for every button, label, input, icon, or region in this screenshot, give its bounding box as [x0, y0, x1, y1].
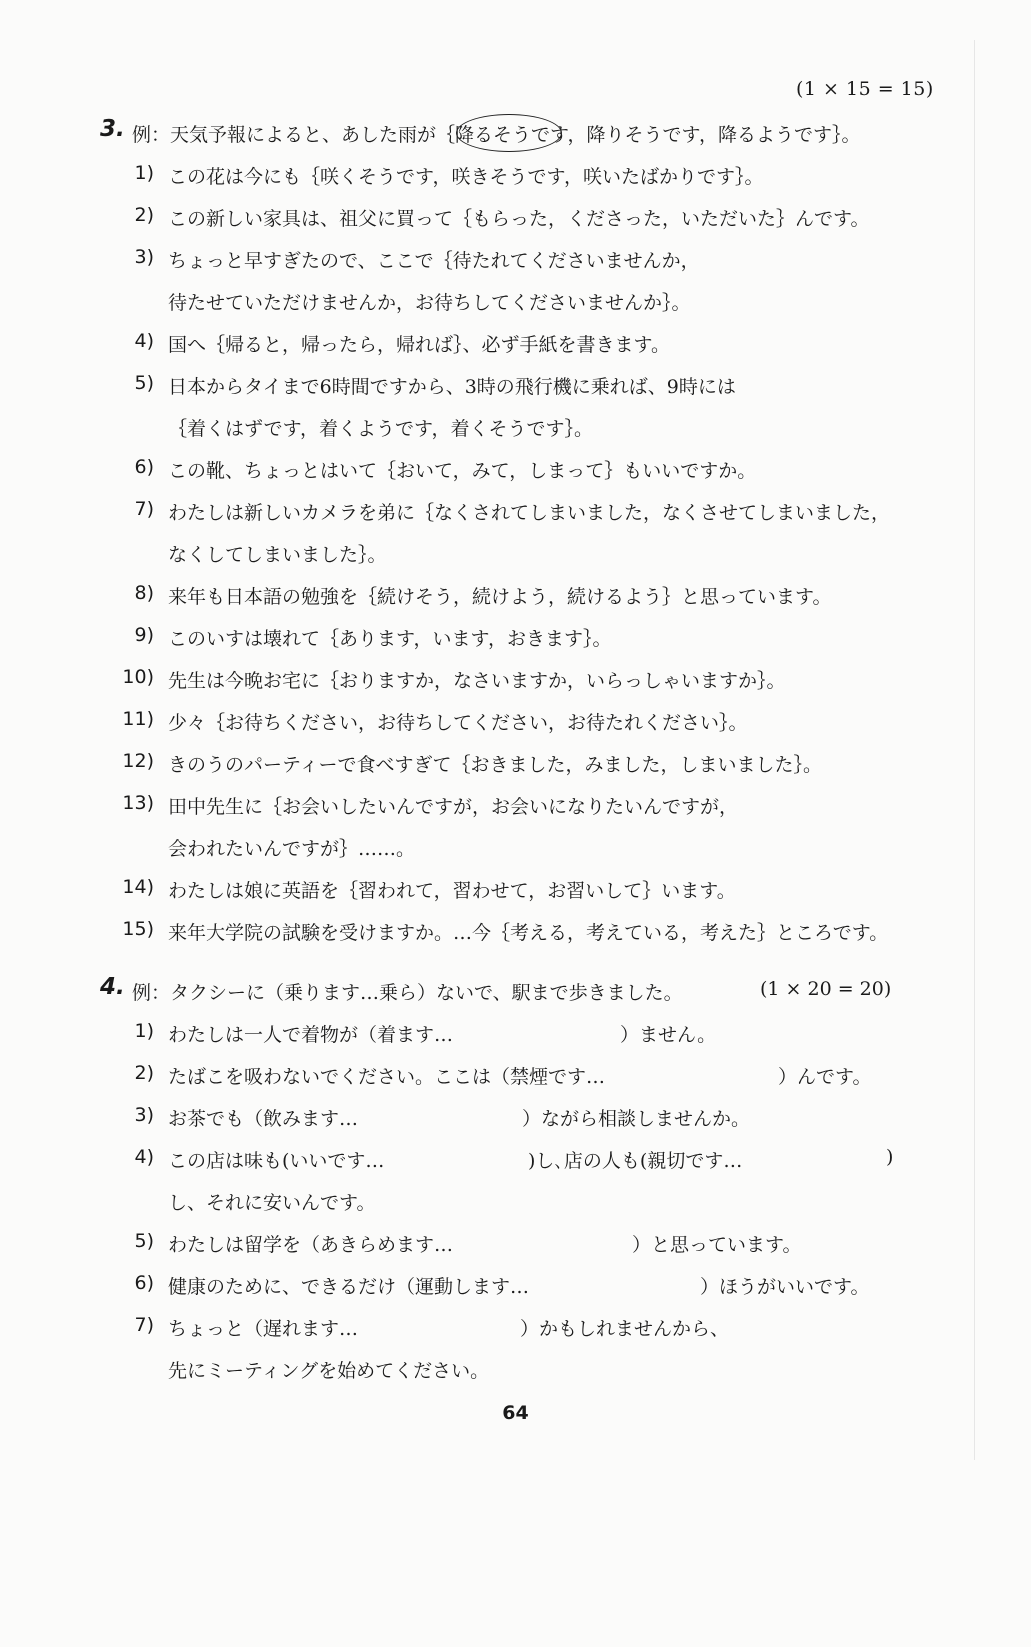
page-number: 64 — [502, 1402, 529, 1424]
list-item: 4) 国へ｛帰ると，帰ったら，帰れば｝、必ず手紙を書きます。 — [134, 330, 670, 356]
list-item-continuation: し、それに安いんです。 — [168, 1192, 376, 1214]
list-item: 5) 日本からタイまで6時間ですから、3時の飛行機に乗れば、9時には — [134, 372, 736, 398]
list-item: 8) 来年も日本語の勉強を｛続けそう，続けよう，続けるよう｝と思っています。 — [134, 582, 832, 608]
example-text: 例：天気予報によると、あした雨が｛降るそうです，降りそうです，降るようです｝。 — [132, 124, 861, 146]
list-item: 7) わたしは新しいカメラを弟に｛なくされてしまいました，なくさせてしまいました， — [134, 498, 891, 524]
list-item: 1) この花は今にも｛咲くそうです，咲きそうです，咲いたばかりです｝。 — [134, 162, 764, 188]
list-item-continuation: なくしてしまいました｝。 — [168, 544, 387, 566]
list-item: 4) この店は味も(いいです… )し､店の人も(親切です… ) — [134, 1146, 894, 1172]
list-item: 11) 少々｛お待ちください，お待ちしてください，お待たれください｝。 — [122, 708, 748, 734]
list-item: 10) 先生は今晩お宅に｛おりますか，なさいますか，いらっしゃいますか｝。 — [122, 666, 786, 692]
section-3-number: 3. — [100, 116, 125, 142]
section-4-score: (1 × 20 = 20) — [760, 978, 892, 1000]
list-item: 12) きのうのパーティーで食べすぎて｛おきました，みました，しまいました｝。 — [122, 750, 822, 776]
section-4-example — [0, 968, 1031, 1008]
list-item: 3) お茶でも（飲みます… ）ながら相談しませんか。 — [134, 1104, 751, 1130]
list-item: 6) この靴、ちょっとはいて｛おいて，みて，しまって｝もいいですか。 — [134, 456, 757, 482]
list-item: 6) 健康のために、できるだけ（運動します… ）ほうがいいです。 — [134, 1272, 870, 1298]
list-item-continuation: 先にミーティングを始めてください。 — [168, 1360, 490, 1382]
example-text: 例：タクシーに（乗ります…乗ら）ないで、駅まで歩きました。 — [132, 982, 683, 1004]
list-item: 14) わたしは娘に英語を｛習われて，習わせて，お習いして｝います。 — [122, 876, 736, 902]
list-item: 13) 田中先生に｛お会いしたいんですが，お会いになりたいんですが， — [122, 792, 739, 818]
list-item: 3) ちょっと早すぎたので、ここで｛待たれてくださいませんか， — [134, 246, 700, 272]
list-item-continuation: 会われたいんですが｝……。 — [168, 838, 416, 860]
answer-circle — [456, 114, 562, 152]
list-item: 7) ちょっと（遅れます… ）かもしれませんから、 — [134, 1314, 730, 1340]
list-item-continuation: 待たせていただけませんか，お待ちしてくださいませんか｝。 — [168, 292, 691, 314]
section-3-score: (1 × 15 = 15) — [796, 78, 934, 100]
list-item: 9) このいすは壊れて｛あります，います，おきます｝。 — [134, 624, 612, 650]
list-item-continuation: ｛着くはずです，着くようです，着くそうです｝。 — [168, 418, 594, 440]
list-item: 2) この新しい家具は、祖父に買って｛もらった，くださった，いただいた｝んです。 — [134, 204, 870, 230]
list-item: 2) たばこを吸わないでください。ここは（禁煙です… ）んです。 — [134, 1062, 872, 1088]
section-3-example — [0, 110, 1031, 150]
list-item: 5) わたしは留学を（あきらめます… ）と思っています。 — [134, 1230, 802, 1256]
list-item: 1) わたしは一人で着物が（着ます… ）ません。 — [134, 1020, 717, 1046]
list-item: 15) 来年大学院の試験を受けますか。…今｛考える，考えている，考えた｝ところです。 — [122, 918, 889, 944]
section-4-number: 4. — [100, 974, 125, 1000]
